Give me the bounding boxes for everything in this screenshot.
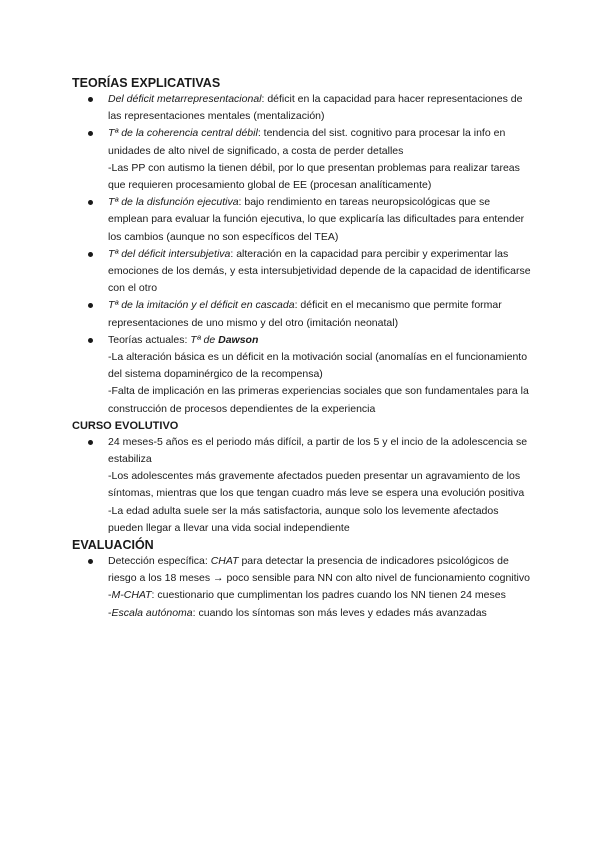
bullet-icon xyxy=(88,338,93,343)
theory-term: Del déficit metarrepresentacional xyxy=(108,93,262,105)
bullet-icon xyxy=(88,303,93,308)
sub-point xyxy=(108,587,532,604)
sub-point: -Las PP con autismo la tienen débil, por lo que presentan problemas para realizar tareas que requieren procesamiento global de EE (procesan analíticamente) xyxy=(108,161,520,192)
document-content xyxy=(72,75,532,622)
bullet-icon xyxy=(88,252,93,257)
tool-term: M-CHAT xyxy=(111,589,152,602)
theory-term: Tª del déficit intersubjetiva xyxy=(108,247,231,260)
theory-text: : bajo rendimiento en tareas neuropsicológicas que se emplean para evaluar la función ejecutiva, lo que explicaría las dificultades para entender los cambios (aunque no son específicos del TEA) xyxy=(108,196,525,243)
theory-author: Dawson xyxy=(218,333,259,346)
section-heading-evaluacion: EVALUACIÓN xyxy=(72,538,154,553)
sub-point: -Los adolescentes más gravemente afectados pueden presentar un agravamiento de los síntomas, mientras que los que tengan cuadro más leve se espera una evolución positiva xyxy=(108,470,525,500)
tool-term: Escala autónoma xyxy=(111,606,193,619)
bullet-icon xyxy=(88,97,93,102)
theory-term: Tª de la coherencia central débil xyxy=(108,127,258,140)
theory-text: : déficit en la capacidad para hacer representaciones de las representaciones mentales (mentalización) xyxy=(108,93,523,123)
sub-text: : cuestionario que cumplimentan los padres cuando los NN tienen 24 meses xyxy=(151,589,506,602)
bullet-icon xyxy=(88,440,93,445)
sub-prefix: - xyxy=(108,589,112,602)
list-item xyxy=(72,246,532,298)
theory-text: : déficit en el mecanismo que permite formar representaciones de uno mismo y del otro (imitación neonatal) xyxy=(108,299,502,329)
list-item xyxy=(72,553,532,622)
sub-point: -Falta de implicación en las primeras experiencias sociales que son fundamentales para la construcción de procesos dependientes de la experiencia xyxy=(108,385,529,415)
list-item xyxy=(72,125,532,194)
tool-term: CHAT xyxy=(210,555,239,568)
sub-prefix: - xyxy=(108,606,112,619)
item-text: para detectar la presencia de indicadores psicológicos de riesgo a los 18 meses → poco sensible para NN con alto nivel de funcionamiento cognitivo xyxy=(108,555,530,585)
theory-term: Tª de xyxy=(190,333,219,346)
teorias-list xyxy=(72,91,532,418)
list-item xyxy=(72,332,532,418)
sub-point: -La alteración básica es un déficit en la motivación social (anomalías en el funcionamiento del sistema dopaminérgico de la recompensa) xyxy=(108,351,528,381)
item-lead: 24 meses-5 años es el periodo más difícil, a partir de los 5 y el incio de la adolescencia se estabiliza xyxy=(108,435,528,466)
theory-text: : alteración en la capacidad para percibir y experimentar las emociones de los demás, y esta intersubjetividad depende de la capacidad de identificarse con el otro xyxy=(108,247,531,295)
sub-point xyxy=(108,605,532,622)
list-item xyxy=(72,297,532,331)
bullet-icon xyxy=(88,559,93,564)
bullet-icon xyxy=(88,200,93,205)
bullet-icon xyxy=(88,131,93,136)
item-lead: Teorías actuales: xyxy=(108,333,191,346)
theory-term: Tª de la disfunción ejecutiva xyxy=(108,196,239,209)
list-item xyxy=(72,194,532,246)
section-heading-curso: CURSO EVOLUTIVO xyxy=(72,419,179,432)
list-item xyxy=(72,434,532,537)
sub-point: -La edad adulta suele ser la más satisfactoria, aunque solo los levemente afectados pueden llegar a llevar una vida social independiente xyxy=(108,504,499,534)
evaluacion-list xyxy=(72,553,532,622)
section-heading-teorias: TEORÍAS EXPLICATIVAS xyxy=(72,76,221,90)
theory-text: : tendencia del sist. cognitivo para procesar la info en unidades de alto nivel de significado, a costa de perder detalles xyxy=(108,127,506,157)
item-lead: Detección específica: xyxy=(108,555,211,568)
list-item xyxy=(72,91,532,125)
curso-list xyxy=(72,434,532,537)
theory-term: Tª de la imitación y el déficit en cascada xyxy=(108,299,295,312)
sub-text: : cuando los síntomas son más leves y edades más avanzadas xyxy=(192,606,487,619)
